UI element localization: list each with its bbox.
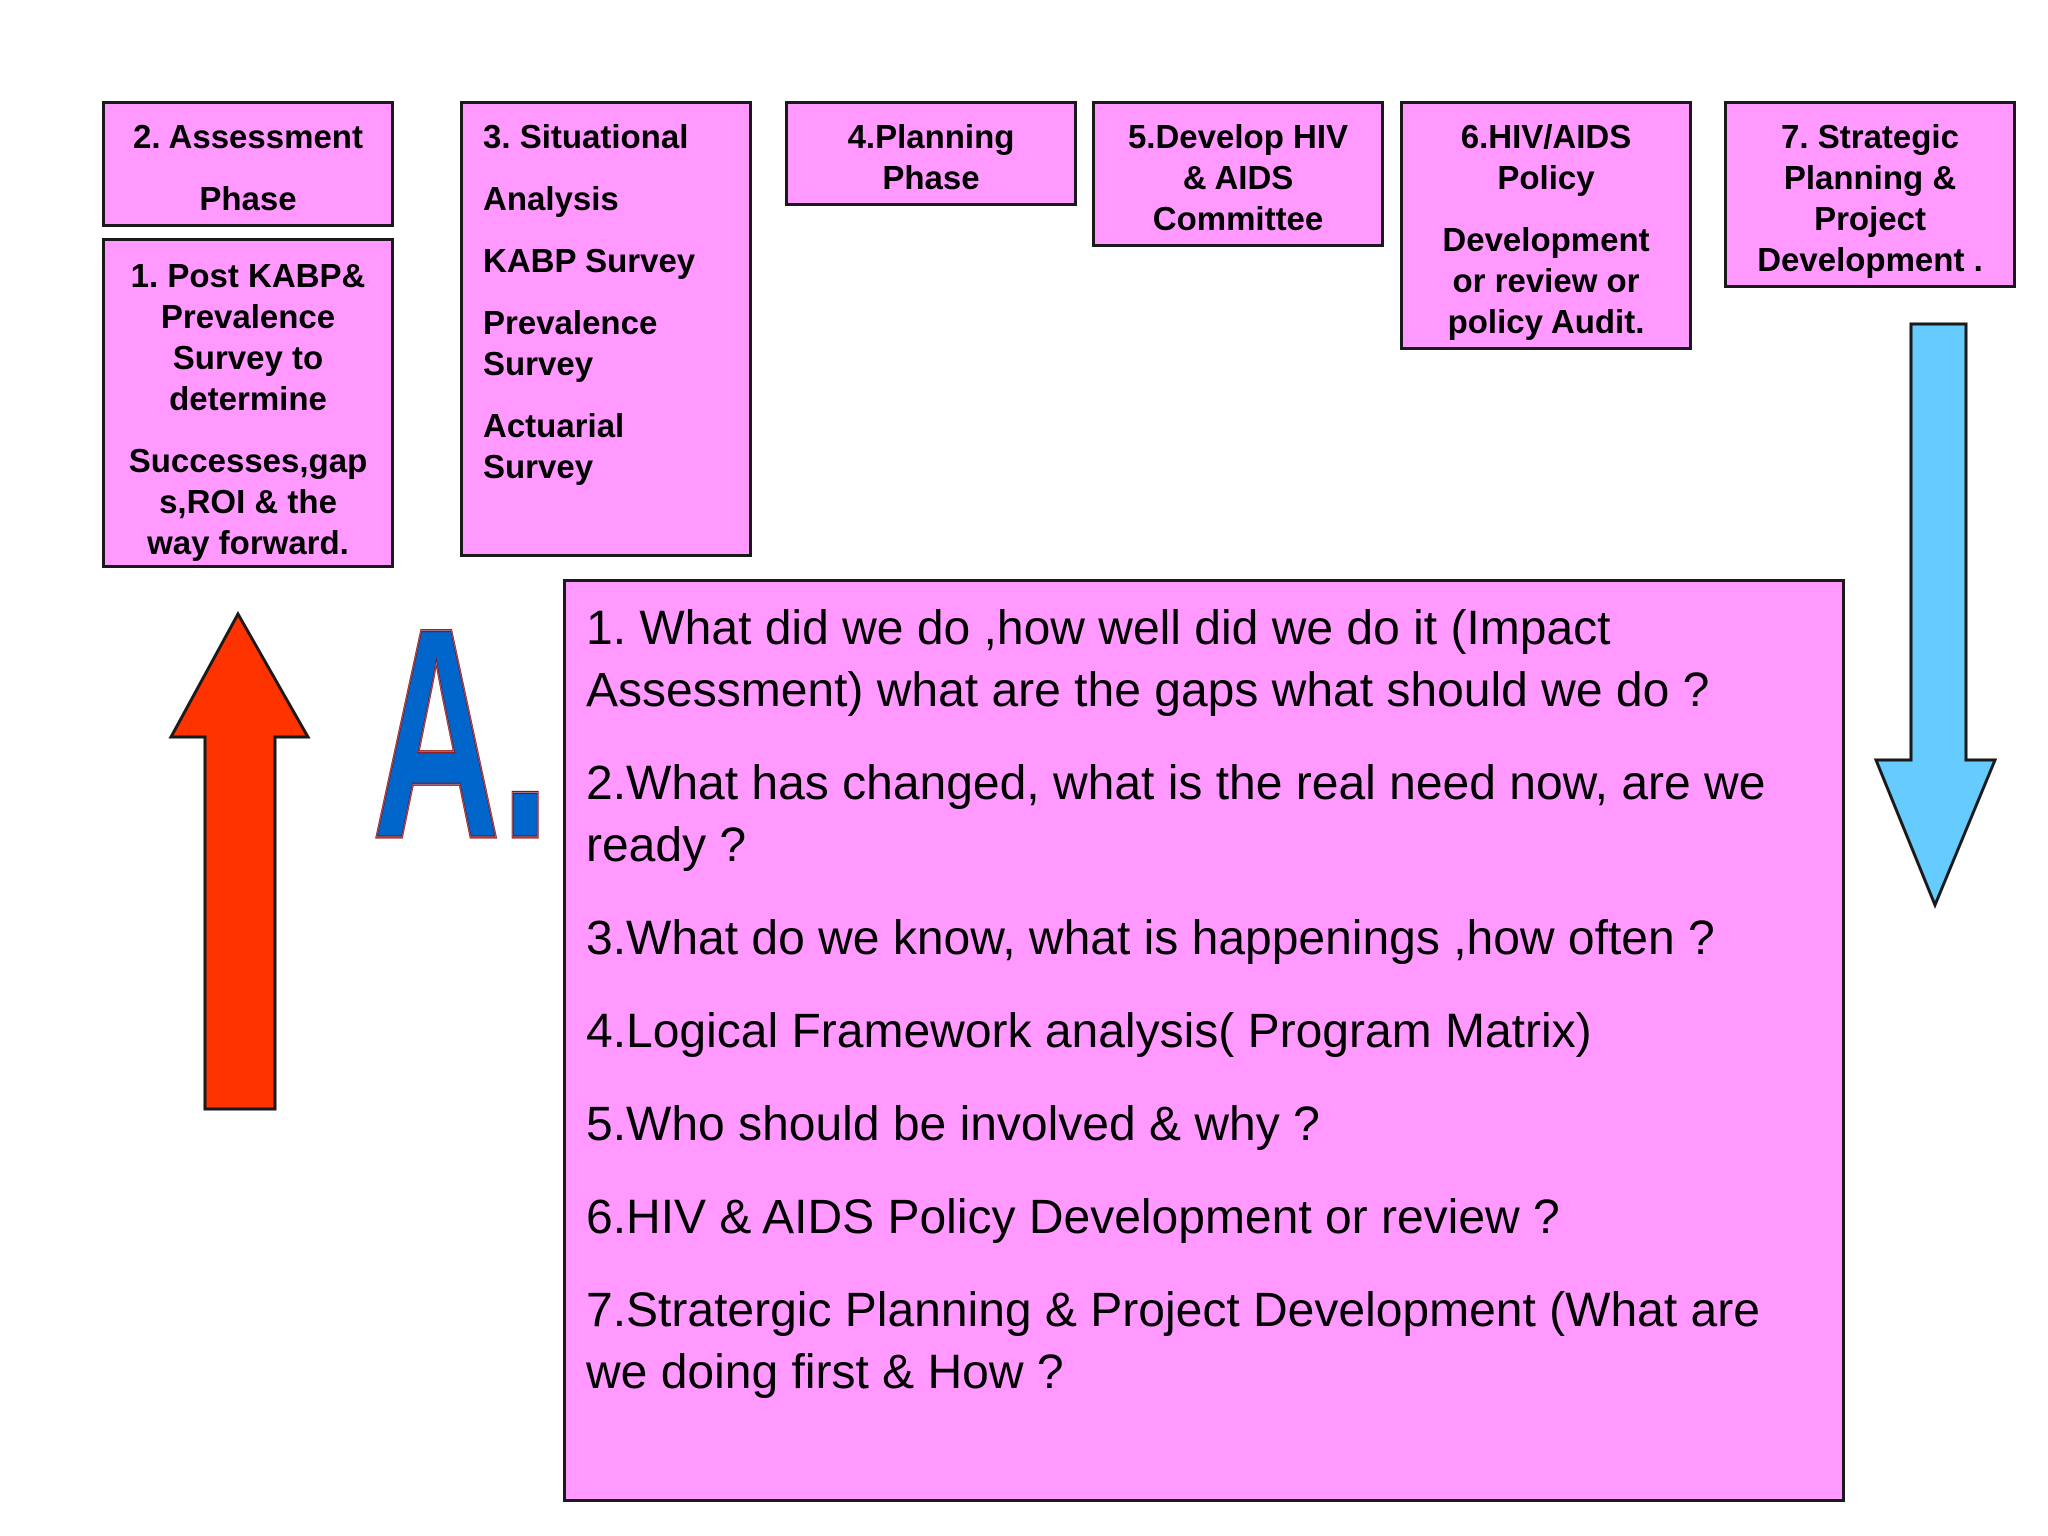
arrow-down-icon xyxy=(1870,320,2000,910)
post-kabp-box xyxy=(102,238,394,568)
letter-a-logo xyxy=(370,575,555,845)
assessment-phase-box xyxy=(102,101,394,227)
question-3: 3.What do we know, what is happenings ,how often ? xyxy=(586,912,1715,965)
question-2: 2.What has changed, what is the real need now, are we ready ? xyxy=(586,757,1766,872)
assessment-phase-title: 2. Assessment xyxy=(133,118,363,155)
kabp-survey-label: KABP Survey xyxy=(483,242,696,279)
letter-a-highlight: A. xyxy=(372,575,550,845)
develop-committee-text: 5.Develop HIV & AIDS Committee xyxy=(1127,118,1349,237)
post-kabp-text: 1. Post KABP& Prevalence Survey to determine xyxy=(130,257,366,417)
situational-title: 3. Situational xyxy=(483,118,689,155)
assessment-phase-subtitle: Phase xyxy=(199,180,297,217)
question-7: 7.Stratergic Planning & Project Development (What are we doing first & How ? xyxy=(586,1284,1760,1399)
policy-box xyxy=(1400,101,1692,350)
question-5: 5.Who should be involved & why ? xyxy=(586,1098,1320,1151)
prevalence-survey-label: Prevalence Survey xyxy=(483,304,658,382)
strategic-planning-box xyxy=(1724,101,2016,288)
planning-phase-text: 4.Planning Phase xyxy=(847,118,1015,196)
question-6: 6.HIV & AIDS Policy Development or review ? xyxy=(586,1191,1560,1244)
situational-analysis-box xyxy=(460,101,752,557)
questions-box xyxy=(563,579,1845,1502)
policy-description: Development or review or policy Audit. xyxy=(1442,221,1650,340)
post-kabp-outcomes: Successes,gap s,ROI & the way forward. xyxy=(128,442,368,561)
strategic-planning-text: 7. Strategic Planning & Project Development . xyxy=(1757,118,1983,278)
planning-phase-box xyxy=(785,101,1077,206)
situational-analysis-label: Analysis xyxy=(483,180,619,217)
develop-committee-box xyxy=(1092,101,1384,247)
letter-a-text: A. xyxy=(372,575,550,845)
question-1: 1. What did we do ,how well did we do it (Impact Assessment) what are the gaps what should we do ? xyxy=(586,602,1710,717)
arrow-up-icon xyxy=(165,610,315,1115)
actuarial-survey-label: Actuarial Survey xyxy=(483,407,625,485)
question-4: 4.Logical Framework analysis( Program Matrix) xyxy=(586,1005,1592,1058)
policy-title: 6.HIV/AIDS Policy xyxy=(1460,118,1632,196)
